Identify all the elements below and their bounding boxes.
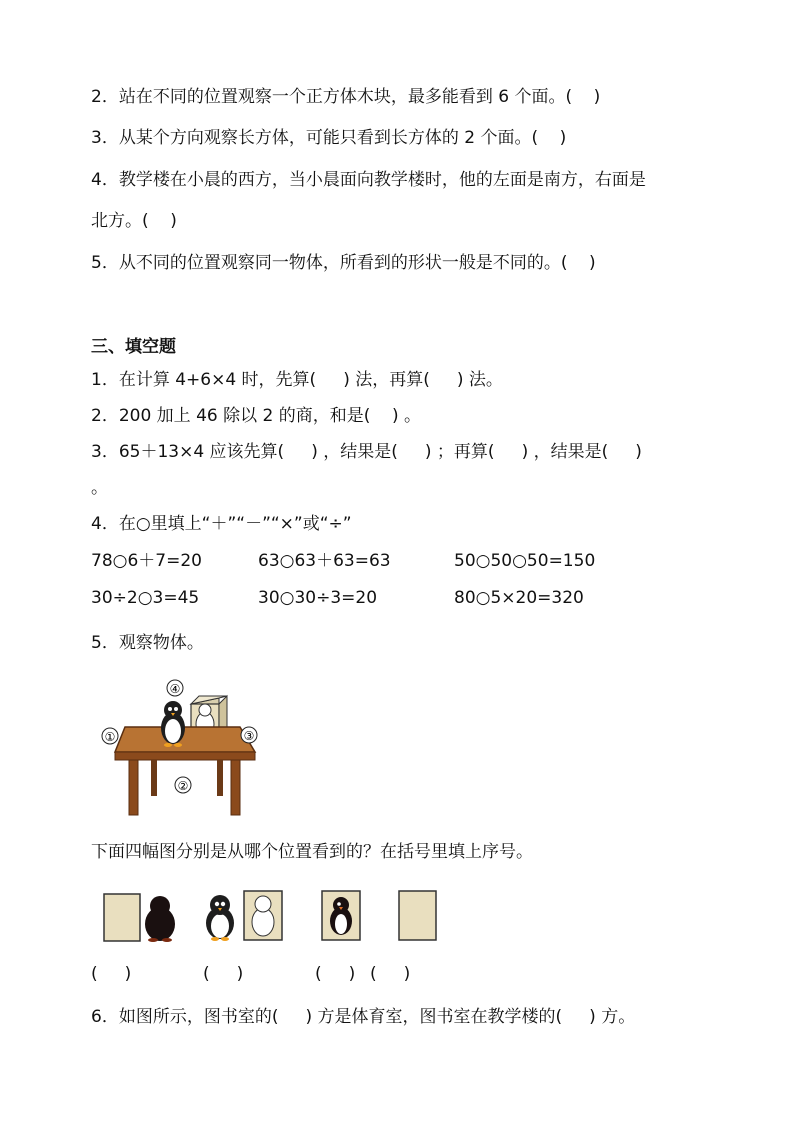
- fill-question-4: 4．在○里填上“＋”“－”“×”或“÷”: [91, 514, 352, 534]
- answer-blank-2[interactable]: ( ): [203, 964, 244, 984]
- judgment-item-4-line1: 4．教学楼在小晨的西方，当小晨面向教学楼时，他的左面是南方，右面是: [91, 170, 646, 190]
- answer-blank-3[interactable]: ( ): [315, 964, 356, 984]
- section-title: 三、填空题: [91, 337, 176, 357]
- view-instruction: 下面四幅图分别是从哪个位置看到的？在括号里填上序号。: [91, 842, 533, 862]
- fill-question-3: 3．65＋13×4 应该先算( ) ，结果是( ) ；再算( ) ，结果是( ): [91, 442, 642, 462]
- equation-cell: 63○63＋63=63: [258, 551, 391, 571]
- judgment-item-2: 2．站在不同的位置观察一个正方体木块，最多能看到 6 个面。( ): [91, 87, 601, 107]
- equation-cell: 78○6＋7=20: [91, 551, 202, 571]
- position-marker-4: ④: [169, 682, 181, 696]
- equation-cell: 50○50○50=150: [454, 551, 596, 571]
- position-marker-1: ①: [104, 730, 116, 744]
- fill-question-1: 1．在计算 4+6×4 时，先算( ) 法，再算( ) 法。: [91, 370, 503, 390]
- equation-cell: 80○5×20=320: [454, 588, 584, 608]
- equation-cell: 30○30÷3=20: [258, 588, 378, 608]
- judgment-item-3: 3．从某个方向观察长方体，可能只看到长方体的 2 个面。( ): [91, 128, 567, 148]
- fill-question-2: 2．200 加上 46 除以 2 的商，和是( ) 。: [91, 406, 422, 426]
- judgment-item-4-line2: 北方。( ): [91, 211, 177, 231]
- fill-question-5: 5．观察物体。: [91, 633, 204, 653]
- view-option-4: [394, 888, 442, 943]
- view-option-2: [200, 888, 285, 943]
- view-option-3: [318, 888, 366, 943]
- view-option-1: [100, 890, 185, 945]
- answer-blank-1[interactable]: ( ): [91, 964, 132, 984]
- position-marker-2: ②: [177, 779, 189, 793]
- fill-question-6: 6．如图所示，图书室的( ) 方是体育室，图书室在教学楼的( ) 方。: [91, 1007, 636, 1027]
- position-marker-3: ③: [243, 729, 255, 743]
- equation-cell: 30÷2○3=45: [91, 588, 200, 608]
- table-scene-illustration: [95, 672, 270, 820]
- answer-blank-4[interactable]: ( ): [370, 964, 411, 984]
- fill-question-3-end: 。: [91, 478, 108, 498]
- judgment-item-5: 5．从不同的位置观察同一物体，所看到的形状一般是不同的。( ): [91, 253, 596, 273]
